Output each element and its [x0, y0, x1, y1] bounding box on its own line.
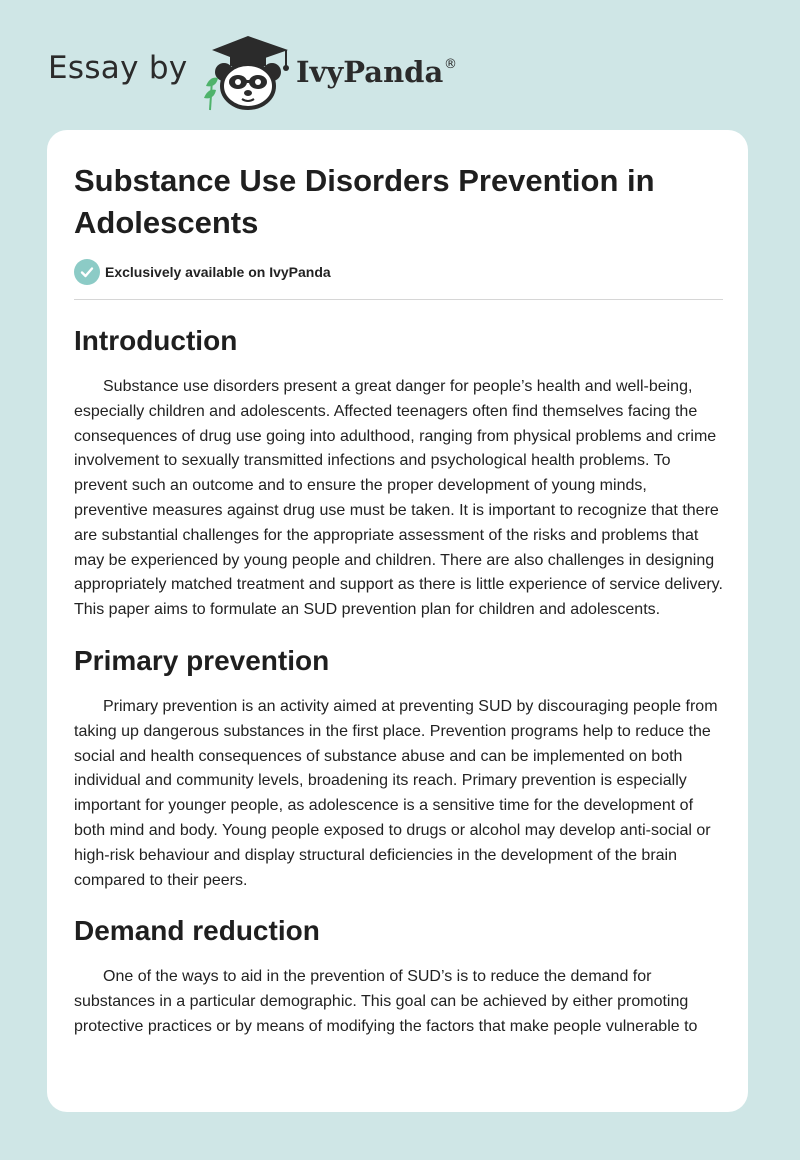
registered-mark: ®	[444, 57, 457, 72]
section-heading-introduction: Introduction	[74, 325, 238, 356]
section-text-introduction: Substance use disorders present a great danger for people’s health and well-being, especially children and adolescents. Affected teenagers often find themselves facing the consequences of drug use going into adulthood, ranging from physical problems and crime involvement to sexually transmitted infections and psychological health problems. To prevent such an outcome and to ensure the proper development of young minds, preventive measures against drug use must be taken. It is important to recognize that there are substantial challenges for the appropriate assessment of the risks and problems that may be experienced by young people and children. There are also challenges in designing appropriately matched treatment and support as there is little experience of service delivery. This paper aims to formulate an SUD prevention plan for children and adolescents.	[74, 378, 723, 619]
section-text-demand-reduction: One of the ways to aid in the prevention of SUD’s is to reduce the demand for substances in a particular demographic. This goal can be achieved by either promoting protective practices or by means of modifying the factors that make people vulnerable to	[74, 968, 698, 1035]
section-heading-demand-reduction: Demand reduction	[74, 915, 320, 947]
site-header	[0, 0, 800, 125]
brand-name[interactable]: IvyPanda	[296, 55, 444, 89]
article-title: Substance Use Disorders Prevention in Adolescents	[74, 163, 655, 240]
exclusive-badge-text: Exclusively available on IvyPanda	[105, 264, 331, 280]
essay-by-label: Essay by	[48, 50, 188, 86]
panda-logo-icon[interactable]	[200, 32, 296, 112]
section-heading-primary-prevention: Primary prevention	[74, 644, 330, 676]
section-text-primary-prevention: Primary prevention is an activity aimed at preventing SUD by discouraging people from taking up dangerous substances in the first place. Prevention programs help to reduce the social and health consequences of substance abuse and can be implemented on both individual and community levels, broadening its reach. Primary prevention is especially important for younger people, as adolescence is a sensitive time for the development of both mind and body. Young people exposed to drugs or alcohol may develop anti-social or high-risk behaviour and display structural deficiencies in the development of the brain compared to their peers.	[74, 697, 718, 889]
exclusive-badge	[74, 259, 723, 285]
article-card	[47, 130, 748, 1112]
article-content	[74, 160, 723, 1040]
check-icon	[74, 259, 100, 285]
divider	[74, 299, 723, 300]
